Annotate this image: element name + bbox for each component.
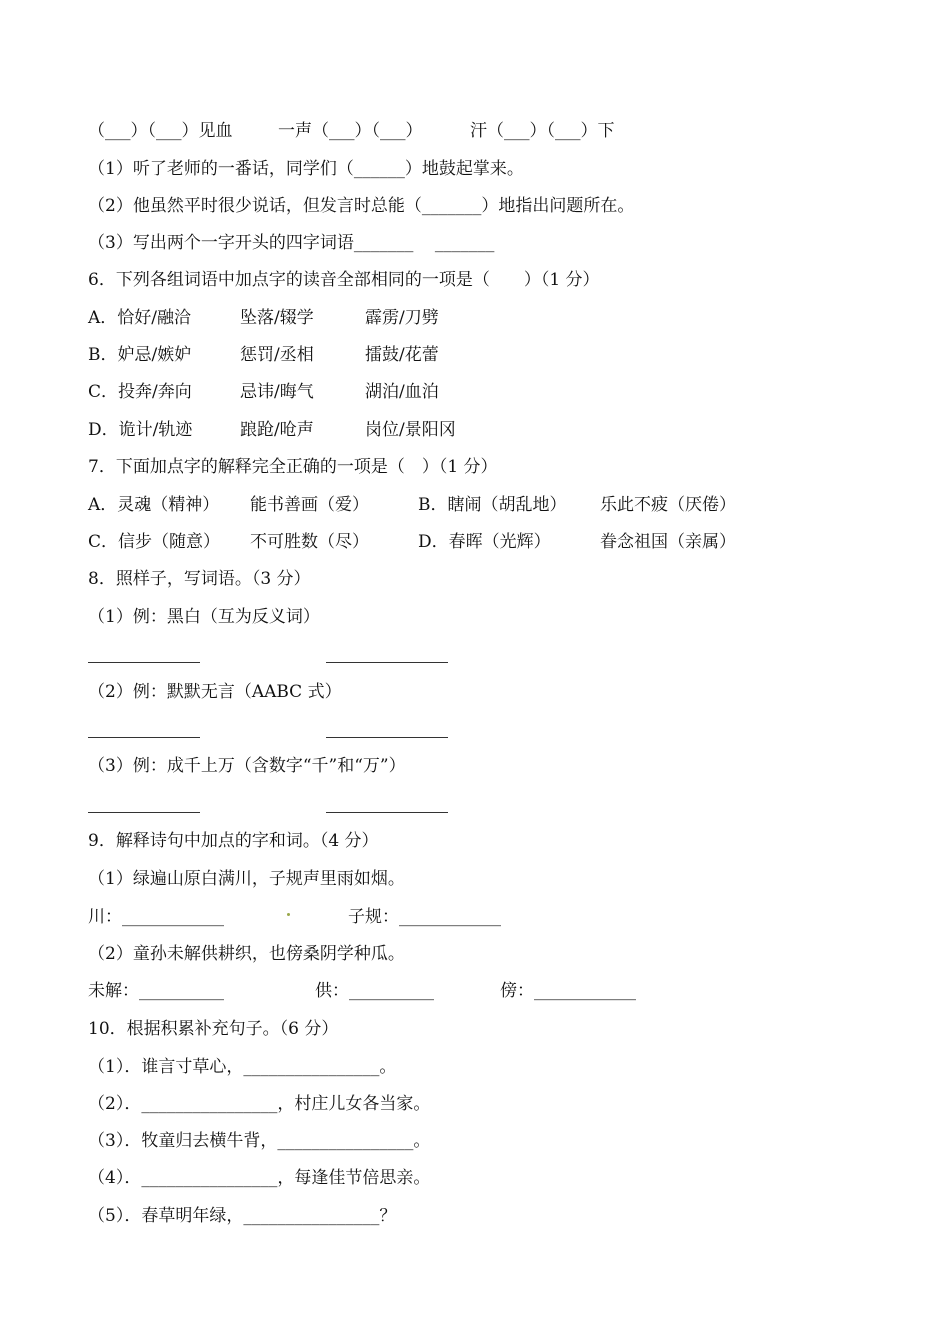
idiom-blank-3: 汗（___）（___）下 xyxy=(470,121,615,141)
answer-blank[interactable] xyxy=(326,812,448,813)
q6-option-c: C．投奔/奔向 xyxy=(88,382,192,402)
q6-option-c-3: 湖泊/血泊 xyxy=(365,382,439,402)
q9-poem-1: （1）绿遍山原白满川，子规声里雨如烟。 xyxy=(88,869,405,889)
q7-option-d: D．春晖（光辉） xyxy=(418,532,551,552)
q6-option-d: D．诡计/轨迹 xyxy=(88,420,193,440)
q5-sentence-2: （2）他虽然平时很少说话，但发言时总能（_______）地指出问题所在。 xyxy=(88,196,635,216)
answer-blank[interactable] xyxy=(88,737,200,738)
q6-title: 6．下列各组词语中加点字的读音全部相同的一项是（ ）（1 分） xyxy=(88,270,600,290)
q6-option-c-2: 忌讳/晦气 xyxy=(240,382,314,402)
q10-line-5: （5）．春草明年绿，________________？ xyxy=(88,1206,397,1226)
q10-line-3: （3）．牧童归去横牛背，________________。 xyxy=(88,1131,431,1151)
q6-option-b-2: 惩罚/丞相 xyxy=(240,345,314,365)
stray-dot xyxy=(287,913,290,916)
q6-option-a-2: 坠落/辍学 xyxy=(240,308,314,328)
q7-option-b-2: 乐此不疲（厌倦） xyxy=(600,495,736,515)
q6-option-b-3: 擂鼓/花蕾 xyxy=(365,345,439,365)
bang-answer: 傍：____________ xyxy=(500,981,636,1001)
idiom-blank-1: （___）（___）见血 xyxy=(88,121,233,141)
q10-line-1: （1）．谁言寸草心，________________。 xyxy=(88,1057,397,1077)
q9-title: 9．解释诗句中加点的字和词。（4 分） xyxy=(88,831,379,851)
q7-option-b: B．瞎闹（胡乱地） xyxy=(418,495,567,515)
gong-answer: 供：__________ xyxy=(315,981,434,1001)
q8-title: 8．照样子，写词语。（3 分） xyxy=(88,569,311,589)
answer-blank[interactable] xyxy=(326,662,448,663)
q7-option-d-2: 眷念祖国（亲属） xyxy=(600,532,736,552)
q9-poem-2: （2）童孙未解供耕织，也傍桑阴学种瓜。 xyxy=(88,944,405,964)
q6-option-d-2: 踉跄/呛声 xyxy=(240,420,314,440)
answer-blank[interactable] xyxy=(88,662,200,663)
zigui-answer: 子规：____________ xyxy=(348,907,501,927)
q6-option-a-3: 霹雳/刀劈 xyxy=(365,308,439,328)
q7-option-c-2: 不可胜数（尽） xyxy=(250,532,369,552)
q6-option-b: B．妒忌/嫉妒 xyxy=(88,345,192,365)
q7-option-a-2: 能书善画（爱） xyxy=(250,495,369,515)
q7-title: 7．下面加点字的解释完全正确的一项是（ ）（1 分） xyxy=(88,457,498,477)
q8-example-2: （2）例：默默无言（AABC 式） xyxy=(88,682,342,702)
q5-sentence-1: （1）听了老师的一番话，同学们（______）地鼓起掌来。 xyxy=(88,159,524,179)
chuan-answer: 川：____________ xyxy=(88,907,224,927)
q5-sentence-3: （3）写出两个一字开头的四字词语_______ _______ xyxy=(88,233,495,253)
q10-line-4: （4）．________________，每逢佳节倍思亲。 xyxy=(88,1168,431,1188)
q10-line-2: （2）．________________，村庄儿女各当家。 xyxy=(88,1094,431,1114)
weijie-answer: 未解：__________ xyxy=(88,981,224,1001)
q10-title: 10．根据积累补充句子。（6 分） xyxy=(88,1019,339,1039)
idiom-blank-2: 一声（___）（___） xyxy=(278,121,423,141)
answer-blank[interactable] xyxy=(88,812,200,813)
q8-example-3: （3）例：成千上万（含数字“千”和“万”） xyxy=(88,756,406,776)
q7-option-c: C．信步（随意） xyxy=(88,532,221,552)
q8-example-1: （1）例：黑白（互为反义词） xyxy=(88,607,320,627)
q7-option-a: A．灵魂（精神） xyxy=(88,495,220,515)
q6-option-d-3: 岗位/景阳冈 xyxy=(365,420,456,440)
answer-blank[interactable] xyxy=(326,737,448,738)
q6-option-a: A．恰好/融洽 xyxy=(88,308,192,328)
